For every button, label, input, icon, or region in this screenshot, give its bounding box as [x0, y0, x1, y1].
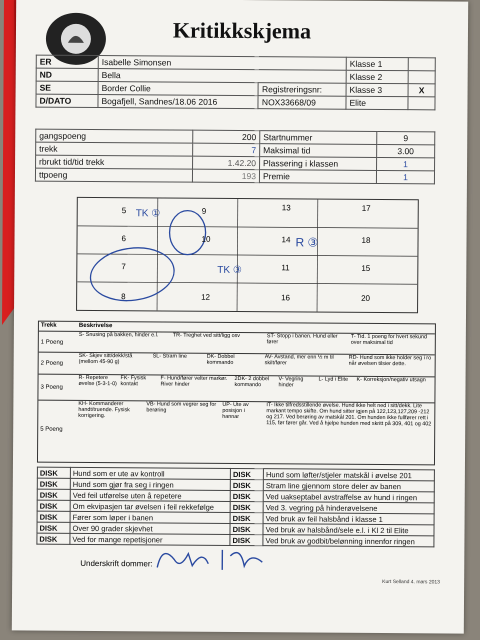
table-row: 1 Poeng S- Snusing på bakken, hinder e.l. TR- Treghet ved sitt/ligg osv ST- Stopp i banen. Hund eller fører T- Tid. 1 poeng for hvert sekund over maksimal tid [39, 331, 435, 355]
table-row: DISK Hund som er ute av kontroll DISK Hund som løfter/stjeler matskål i øvelse 201 [37, 467, 434, 481]
cell-number: 10 [201, 234, 211, 244]
table-row: ttpoeng 193 Premie 1 [35, 168, 434, 184]
cell-number: 5 [121, 206, 127, 216]
table-row: 5 Poeng KH- Kommanderer handt/truende. Fysisk korrigering. VB- Hund som vegrer seg for berøring UP- Ute av posisjon i hannar IT- Ikke tilfredsstillende øvelse. Hund ikke helt ned i sitt/dekk. Lite markant tempo skifte. Om hund sitter igjen på 122,123,127,209 -212 og 217. Ved berøring av matskål 201. Om hunden ikke fullfører rett i 115, før fører går. Ved å hjelpe hunden med skritt på 309, 401 og 402 [38, 400, 434, 466]
cell-number: 20 [361, 293, 371, 303]
handwritten-mark: TK ① [135, 208, 161, 220]
table-row: ND Bella Klasse 2 [36, 68, 435, 84]
participant-table [35, 55, 435, 111]
table-row: gangspoeng 200 Startnummer 9 [36, 129, 435, 145]
cell-number: 13 [281, 203, 291, 213]
cell-number: 15 [361, 263, 371, 273]
signature-label: Underskrift dommer: [80, 558, 153, 569]
cell-number: 11 [281, 263, 290, 273]
handwritten-mark: TK ③ [217, 264, 242, 277]
course-grid [76, 197, 419, 313]
cell-number: 18 [361, 235, 371, 245]
table-row: trekk 7 Maksimal tid 3.00 [36, 142, 435, 158]
footer-note: Kurt Selland 4. mars 2013 [382, 578, 440, 586]
table-row: DISK Om ekvipasjen tar øvelsen i feil rekkefølge DISK Ved 3. vegring på hinderøvelsene [37, 500, 434, 514]
table-row: SE Border Collie Registreringsnr: Klasse 3 X [36, 81, 435, 97]
table-row: ER Isabelle Simonsen Klasse 1 [36, 55, 435, 71]
cell-number: 17 [361, 203, 371, 213]
faults-table: Trekk Beskrivelse 1 Poeng S- Snusing på bakken, hinder e.l. TR- Treghet ved sitt/ligg osv ST- Stopp i banen. Hund eller fører T- Tid. 1 poeng for hvert sekund over maksimal tid 2 Poeng SK- Skjev sitt/dekk/stå (mellom 45-90 g) SL- Stram line DK- Dobbel kommando AV- Avstand, mer enn ½ m til skilt/fører RD- Hund som ikke holder seg i ro når øvelsen tilsier dette. 3 Poeng R- Repetere øvelse (5-3-1-0) FK- Fysisk kontakt F- Hund/fører velter markør. River hinder 2DK- 2 dobbel kommando V- Vegring hinder L- Lyd i Elite K- Korreksjon/negativ utsagn 5 Poeng KH- Kommanderer handt/truende. Fysisk korrigering. VB- Hund som vegrer seg for berøring UP- Ute av posisjon i hannar IT- Ikke tilfredsstillende øvelse. Hund ikke helt ned i sitt/dekk. Lite markant tempo skifte. Om hund sitter igjen på 122,123,127,209 -212 og 217. Ved berøring av matskål 201. Om hunden ikke fullfører rett i 115, før fører går. Ved å hjelpe hunden med skritt på 309, 401 og 402 [37, 321, 436, 466]
table-row: DISK Fører som løper i banen DISK Ved bruk av feil halsbånd i klasse 1 [37, 511, 434, 525]
critique-form [12, 0, 468, 634]
class-mark: X [408, 84, 435, 97]
handwritten-mark: R ③ [295, 235, 319, 250]
table-row: DISK Over 90 grader skjevhet DISK Ved bruk av halsbånd/sele e.l. i Kl 2 til Elite [37, 522, 434, 536]
form-title: Kritikkskjema [172, 17, 312, 44]
judge-signature [152, 539, 292, 580]
disqualification-table [36, 467, 435, 548]
cell-number: 14 [281, 235, 291, 245]
cell-number: 8 [121, 292, 126, 302]
table-row: 2 Poeng SK- Skjev sitt/dekk/stå (mellom 45-90 g) SL- Stram line DK- Dobbel kommando AV- Avstand, mer enn ½ m til skilt/fører RD- Hund som ikke holder seg i ro når øvelsen tilsier dette. [39, 352, 435, 378]
table-row: 3 Poeng R- Repetere øvelse (5-3-1-0) FK- Fysisk kontakt F- Hund/fører velter markør. River hinder 2DK- 2 dobbel kommando V- Vegring hinder L- Lyd i Elite K- Korreksjon/negativ utsagn [38, 374, 434, 404]
table-row: DISK Hund som gjør fra seg i ringen DISK Stram line gjennom store deler av banen [37, 478, 434, 492]
cell-number: 6 [121, 234, 127, 244]
score-table [35, 129, 435, 185]
cell-number: 7 [121, 262, 126, 272]
cell-number: 9 [201, 206, 207, 216]
cell-number: 12 [201, 292, 211, 302]
table-row: D/DATO Bogafjell, Sandnes/18.06 2016 NOX33668/09 Elite [36, 94, 435, 110]
table-row: DISK Ved for mange repetisjoner DISK Ved bruk av godbit/belønning innenfor ringen [37, 533, 434, 547]
table-row: rbrukt tid/tid trekk 1.42.20 Plassering i klassen 1 [36, 155, 435, 171]
cell-number: 16 [281, 293, 291, 303]
table-row: DISK Ved feil utførelse uten å repetere DISK Ved uakseptabel avstraffelse av hund i ringen [37, 489, 434, 503]
